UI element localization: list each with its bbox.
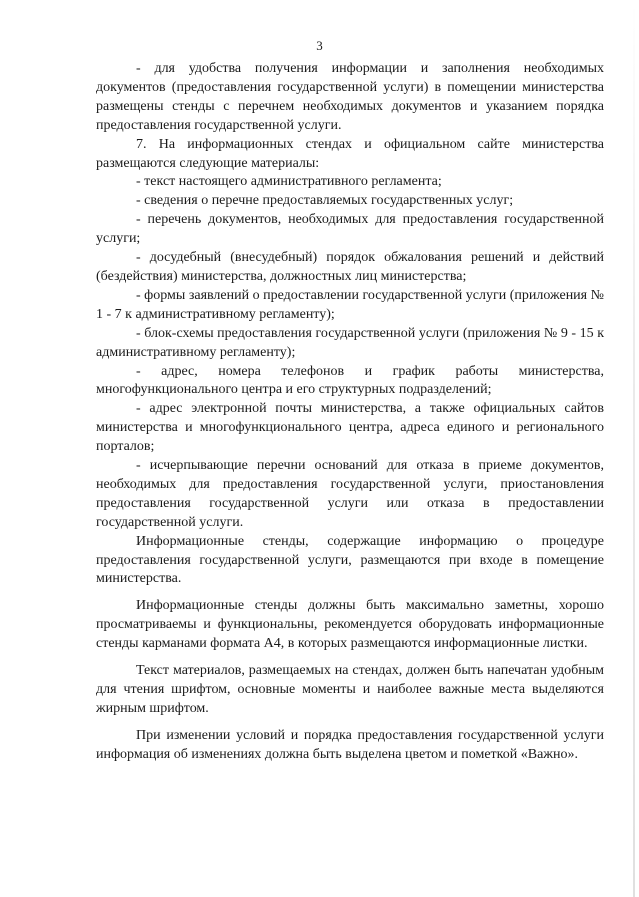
paragraph-font-requirements: Текст материалов, размещаемых на стендах, должен быть напечатан удобным для чтения шрифтом, основные моменты и наиболее важные места выделяются жирным шрифтом. — [96, 663, 604, 716]
list-item-services-list: - сведения о перечне предоставляемых государственных услуг; — [136, 193, 514, 209]
paragraph-stands-location: Информационные стенды, содержащие информацию о процедуре предоставления государственной услуги, размещаются при входе в помещение министерства. — [96, 533, 604, 587]
page-number: 3 — [316, 38, 323, 53]
list-item-flowcharts: - блок-схемы предоставления государственной услуги (приложения № 9 - 15 к административному регламенту); — [96, 325, 604, 360]
paragraph-changes-highlight: При изменении условий и порядка предоставления государственной услуги информация об изменениях должна быть выделена цветом и пометкой «Важно». — [96, 727, 604, 762]
scan-edge-shadow — [633, 0, 635, 897]
paragraph-item-7-heading: 7. На информационных стендах и официальном сайте министерства размещаются следующие материалы: — [96, 136, 604, 171]
list-item-regulation-text: - текст настоящего административного регламента; — [136, 174, 442, 190]
paragraph-stands-visibility: Информационные стенды должны быть максимально заметны, хорошо просматриваемы и функциональны, рекомендуется оборудовать информационные стенды карманами формата А4, в которых размещаются информационные листки. — [96, 598, 604, 652]
list-item-refusal-grounds: - исчерпывающие перечни оснований для отказа в приеме документов, необходимых для предоставления государственной услуги, приостановления предоставления государственной услуги или отказа в предоставлении государственной услуги. — [96, 458, 604, 530]
paragraph-stands-convenience: - для удобства получения информации и заполнения необходимых документов (предоставления государственной услуги) в помещении министерства размещены стенды с перечнем необходимых документов и указанием порядка предоставления государственной услуги. — [96, 61, 604, 133]
list-item-email-websites: - адрес электронной почты министерства, а также официальных сайтов министерства и многофункционального центра, адреса единого и регионального порталов; — [96, 401, 604, 455]
list-item-application-forms: - формы заявлений о предоставлении государственной услуги (приложения № 1 - 7 к административному регламенту); — [96, 287, 604, 322]
list-item-contacts-schedule: - адрес, номера телефонов и график работы министерства, многофункционального центра и его структурных подразделений; — [96, 363, 604, 398]
list-item-documents-list: - перечень документов, необходимых для предоставления государственной услуги; — [96, 212, 604, 247]
list-item-appeal-procedure: - досудебный (внесудебный) порядок обжалования решений и действий (бездействия) министерства, должностных лиц министерства; — [96, 250, 604, 284]
document-body — [96, 60, 604, 765]
